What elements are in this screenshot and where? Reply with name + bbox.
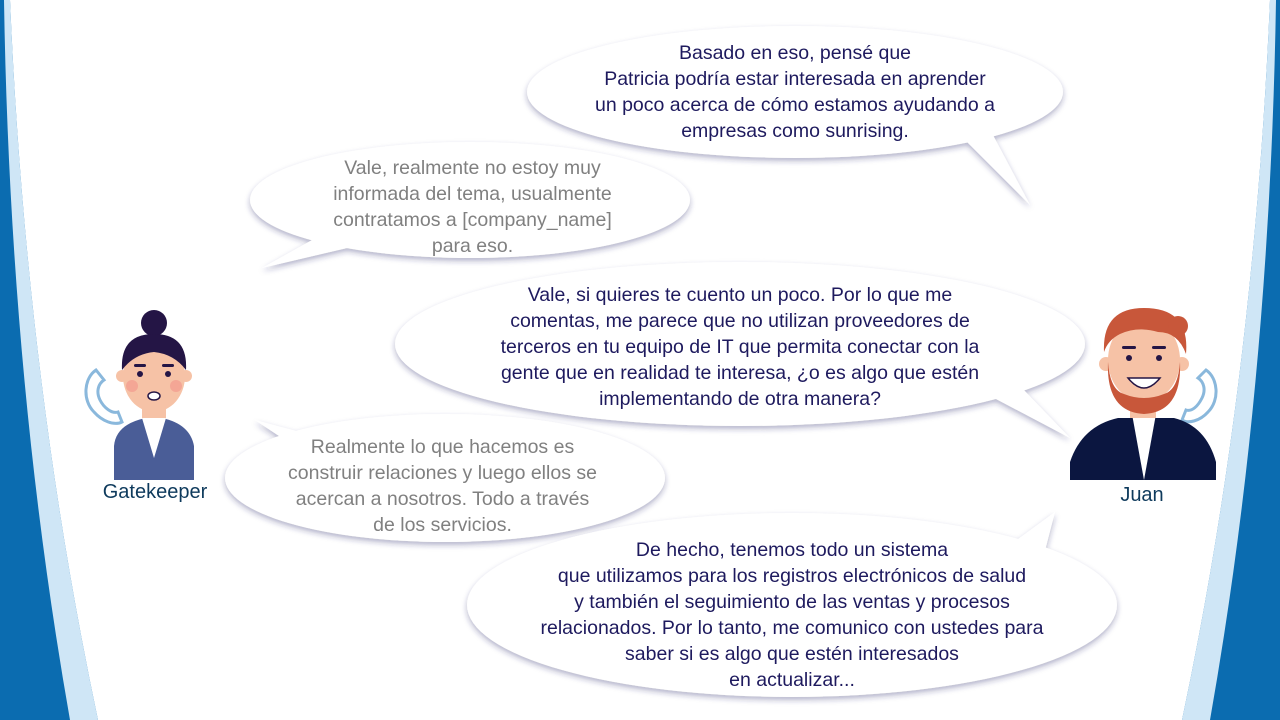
dialogue-text-juan-3 — [497, 535, 1087, 695]
dialogue-line: construir relaciones y luego ellos se — [288, 462, 597, 484]
dialogue-line: de los servicios. — [373, 514, 512, 536]
dialogue-text-juan-2 — [430, 280, 1050, 414]
dialogue-line: implementando de otra manera? — [599, 388, 881, 410]
dialogue-line: un poco acerca de cómo estamos ayudando a — [594, 94, 995, 116]
dialogue-line: informada del tema, usualmente — [333, 183, 612, 205]
dialogue-line: para eso. — [431, 235, 514, 257]
gatekeeper-avatar — [76, 308, 216, 483]
dialogue-line: Vale, realmente no estoy muy — [344, 157, 601, 179]
dialogue-line: saber si es algo que estén interesados — [625, 643, 959, 665]
dialogue-line: gente que en realidad te interesa, ¿o es algo que estén — [500, 362, 980, 384]
juan-avatar — [1066, 302, 1226, 482]
dialogue-line: acercan a nosotros. Todo a través — [295, 488, 590, 510]
juan-name-label: Juan — [1120, 484, 1164, 506]
phone-icon — [1182, 370, 1216, 422]
dialogue-line: terceros en tu equipo de IT que permita conectar con la — [500, 336, 980, 358]
dialogue-line: en actualizar... — [729, 669, 855, 691]
dialogue-line: contratamos a [company_name] — [333, 209, 612, 231]
dialogue-text-gatekeeper-1 — [280, 153, 665, 261]
dialogue-line: empresas como sunrising. — [681, 120, 909, 142]
dialogue-line: comentas, me parece que no utilizan proveedores de — [510, 310, 970, 332]
dialogue-line: Realmente lo que hacemos es — [310, 436, 575, 458]
dialogue-text-juan-1 — [560, 36, 1030, 148]
dialogue-line: Vale, si quieres te cuento un poco. Por lo que me — [527, 284, 953, 306]
dialogue-line: Patricia podría estar interesada en aprender — [604, 68, 986, 90]
dialogue-line: De hecho, tenemos todo un sistema — [635, 539, 949, 561]
dialogue-text-gatekeeper-2 — [250, 432, 635, 540]
dialogue-line: que utilizamos para los registros electrónicos de salud — [557, 565, 1027, 587]
gatekeeper-name-label: Gatekeeper — [102, 481, 208, 503]
dialogue-line: Basado en eso, pensé que — [678, 42, 912, 64]
dialogue-line: relacionados. Por lo tanto, me comunico con ustedes para — [540, 617, 1044, 639]
dialogue-line: y también el seguimiento de las ventas y procesos — [574, 591, 1010, 613]
